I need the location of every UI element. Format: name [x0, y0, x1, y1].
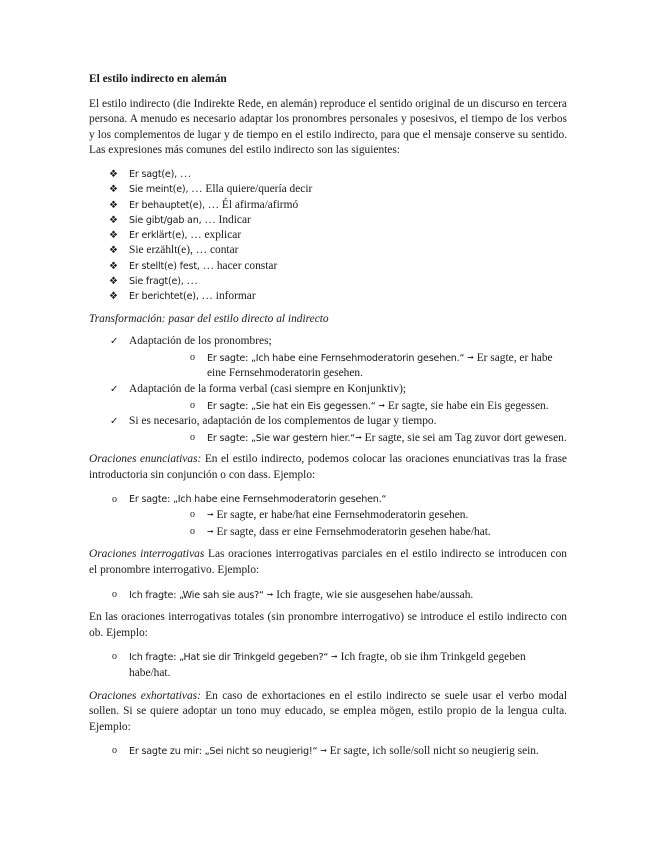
circle-bullet-icon: o [112, 493, 117, 505]
list-item [129, 430, 567, 447]
transformation-steps [89, 334, 567, 446]
check-icon: ✓ [110, 384, 119, 396]
sub-list [129, 430, 567, 447]
enunciativas-paragraph [89, 452, 567, 483]
german-expression: Sie gibt/gab an, [129, 214, 202, 226]
arrow-icon: ➞ [320, 746, 327, 756]
diamond-bullet-icon: ❖ [109, 168, 118, 180]
german-example: Er sagte: „Sie war gestern hier.“ [207, 432, 356, 444]
diamond-bullet-icon: ❖ [109, 291, 118, 303]
german-example: Er sagte: „Ich habe eine Fernsehmoderatorin gesehen.“ [129, 493, 387, 505]
list-item [109, 167, 567, 182]
spanish-gloss: … [177, 167, 192, 180]
circle-bullet-icon: o [112, 651, 117, 663]
list-item [129, 398, 567, 415]
circle-bullet-icon: o [112, 745, 117, 757]
spanish-gloss: … informar [198, 290, 256, 303]
diamond-bullet-icon: ❖ [109, 260, 118, 272]
indirect-version: Ich fragte, ob sie ihm Trinkgeld gegeben habe/hat. [129, 651, 526, 679]
sub-list [129, 507, 567, 540]
list-item [89, 649, 567, 681]
arrow-icon: ➞ [207, 510, 214, 520]
section-text: En caso de exhortaciones en el estilo indirecto se suele usar el verbo modal sollen. Si se quiere adoptar un tono muy educado, se emplea mögen, estilo propio de la lengua culta. Ejemplo: [89, 689, 567, 733]
spanish-gloss: Sie erzählt(e), … contar [129, 244, 239, 257]
spanish-gloss: … explicar [187, 229, 242, 242]
section-label: Oraciones exhortativas: [89, 689, 201, 702]
indirect-version: Er sagte, dass er eine Fernsehmoderatorin gesehen habe/hat. [213, 525, 491, 538]
german-expression: Er berichtet(e), [129, 291, 199, 303]
list-item [89, 334, 567, 382]
totales-examples [89, 649, 567, 681]
diamond-bullet-icon: ❖ [109, 184, 118, 196]
list-item [109, 243, 567, 258]
german-expression: Sie fragt(e), [129, 276, 184, 288]
diamond-bullet-icon: ❖ [109, 245, 118, 257]
circle-bullet-icon: o [190, 525, 195, 537]
transformation-heading: Transformación: pasar del estilo directo al indirecto [89, 312, 329, 325]
totales-paragraph: En las oraciones interrogativas totales (sin pronombre interrogativo) se introduce el estilo indirecto con ob. Ejemplo: [89, 611, 567, 639]
spanish-gloss: … [183, 275, 198, 288]
indirect-version: Er sagte, er habe/hat eine Fernsehmoderatorin gesehen. [213, 509, 469, 522]
enunciativas-examples [89, 492, 567, 541]
list-item [109, 274, 567, 289]
indirect-version: Er sagte, sie habe ein Eis gegessen. [385, 399, 549, 412]
circle-bullet-icon: o [112, 588, 117, 600]
circle-bullet-icon: o [190, 399, 195, 411]
exhortativas-examples [89, 743, 567, 760]
indirect-version: Er sagte, ich solle/soll nicht so neugierig sein. [326, 745, 539, 758]
indirect-version: Ich fragte, wie sie ausgesehen habe/aussah. [273, 588, 474, 601]
list-item [129, 524, 567, 541]
arrow-icon: ➞ [467, 352, 474, 362]
spanish-gloss: … Él afirma/afirmó [204, 198, 299, 211]
list-item [109, 213, 567, 228]
interrogativas-paragraph [89, 547, 567, 578]
german-expression: Er sagt(e), [129, 168, 178, 180]
check-icon: ✓ [110, 336, 119, 348]
sub-list [129, 398, 567, 415]
spanish-gloss: … hacer constar [199, 259, 278, 272]
german-expression: Sie meint(e), [129, 184, 189, 196]
interrogativas-examples [89, 587, 567, 604]
german-example: Er sagte: „Ich habe eine Fernsehmoderatorin gesehen.“ [207, 352, 465, 364]
arrow-icon: ➞ [266, 589, 274, 599]
german-expression: Er erklärt(e), [129, 230, 188, 242]
document-title: El estilo indirecto en alemán [89, 73, 227, 85]
section-label: Oraciones enunciativas: [89, 453, 202, 466]
indirect-version: Er sagte, er habe eine Fernsehmoderatorin gesehen. [207, 351, 553, 380]
circle-bullet-icon: o [190, 351, 195, 363]
circle-bullet-icon: o [190, 509, 195, 521]
section-label: Oraciones interrogativas [89, 548, 205, 561]
list-item [109, 228, 567, 243]
list-item [89, 587, 567, 604]
intro-paragraph: El estilo indirecto (die Indirekte Rede, en alemán) reproduce el sentido original de un discurso en tercera persona. A menudo es necesario adaptar los pronombres personales y posesivos, el tiempo de los verbos y los complementos de lugar y de tiempo en el estilo indirecto, para que el mensaje conserve su sentido. Las expresiones más comunes del estilo indirecto son las siguientes: [89, 97, 567, 157]
step-label: Si es necesario, adaptación de los complementos de lugar y tiempo. [129, 415, 437, 428]
list-item [129, 350, 567, 382]
german-example: Ich fragte: „Hat sie dir Trinkgeld gegeben?“ [129, 652, 329, 664]
arrow-icon: ➞ [355, 432, 362, 442]
section-text: En el estilo indirecto, podemos colocar las oraciones enunciativas tras la frase introductoria sin conjunción o con dass. Ejemplo: [89, 453, 567, 481]
sub-list [129, 350, 567, 382]
diamond-bullet-icon: ❖ [109, 230, 118, 242]
list-item [129, 507, 567, 524]
german-example: Er sagte: „Sie hat ein Eis gegessen.“ [207, 400, 376, 412]
indirect-version: Er sagte, sie sei am Tag zuvor dort gewesen. [361, 431, 567, 444]
diamond-bullet-icon: ❖ [109, 199, 118, 211]
list-item [89, 492, 567, 541]
expressions-list [89, 167, 567, 305]
list-item [109, 182, 567, 197]
arrow-icon: ➞ [207, 526, 214, 536]
list-item [109, 289, 567, 304]
list-item [109, 198, 567, 213]
exhortativas-paragraph [89, 689, 567, 736]
german-expression: Er behauptet(e), [129, 199, 205, 211]
diamond-bullet-icon: ❖ [109, 214, 118, 226]
list-item [109, 259, 567, 274]
german-expression: Er stellt(e) fest, [129, 260, 200, 272]
document-page [89, 72, 567, 767]
list-item [89, 743, 567, 760]
arrow-icon: ➞ [331, 652, 338, 662]
german-example: Er sagte zu mir: „Sei nicht so neugierig!“ [129, 746, 318, 758]
spanish-gloss: … Ella quiere/quería decir [188, 183, 313, 196]
spanish-gloss: … Indicar [201, 213, 251, 226]
section-text: Las oraciones interrogativas parciales en el estilo indirecto se introducen con el pronombre interrogativo. Ejemplo: [89, 548, 567, 576]
arrow-icon: ➞ [378, 400, 386, 410]
german-example: Ich fragte: „Wie sah sie aus?“ [129, 589, 264, 601]
list-item [89, 414, 567, 446]
step-label: Adaptación de los pronombres; [129, 335, 272, 348]
check-icon: ✓ [110, 416, 119, 428]
list-item [89, 382, 567, 414]
step-label: Adaptación de la forma verbal (casi siempre en Konjunktiv); [129, 383, 407, 396]
circle-bullet-icon: o [190, 431, 195, 443]
diamond-bullet-icon: ❖ [109, 276, 118, 288]
